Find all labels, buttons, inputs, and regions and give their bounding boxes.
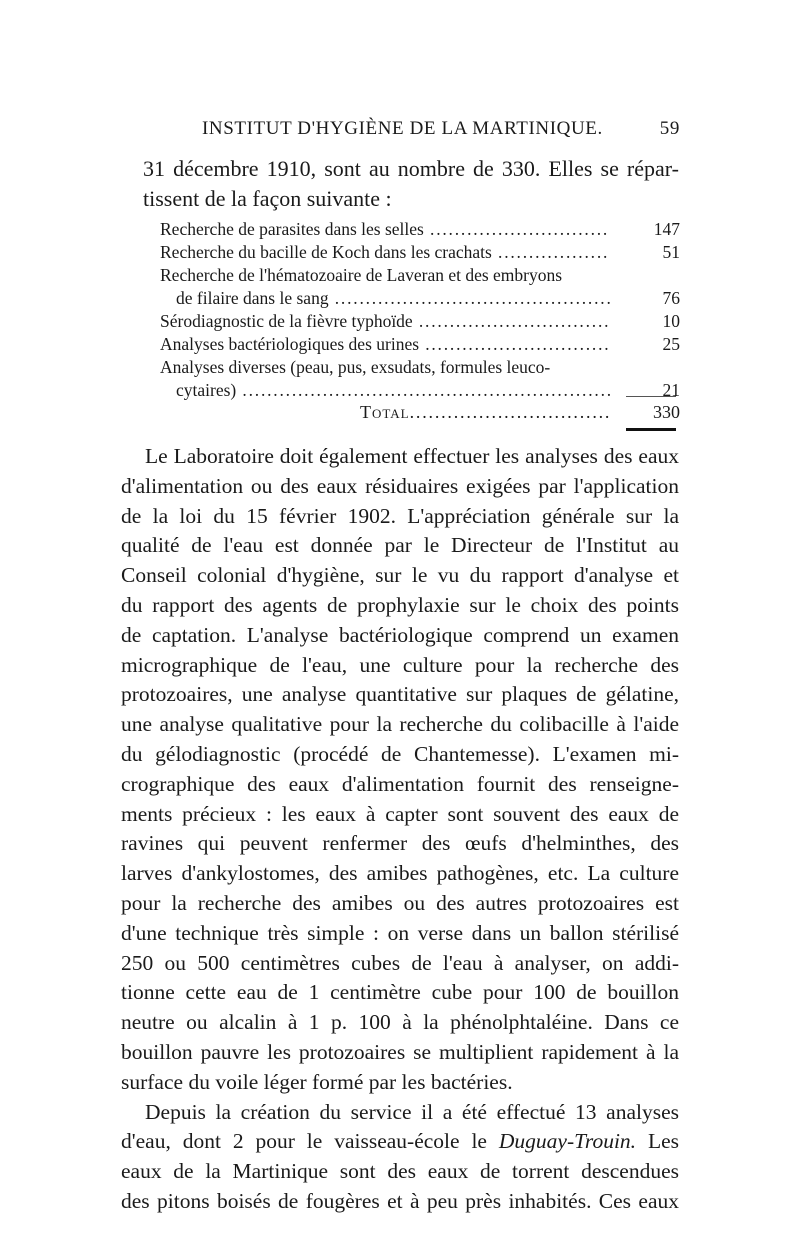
- text-line: tionne cette eau de 1 centimètre cube pour 100 de bouillon: [121, 980, 679, 1005]
- text-line: d'une technique très simple : on verse dans un ballon stérilisé: [121, 920, 679, 945]
- table-row: [160, 310, 680, 333]
- row-label: Analyses diverses (peau, pus, exsudats, formules leuco-: [160, 357, 551, 377]
- table-row: [160, 287, 680, 310]
- running-head: [160, 118, 680, 148]
- table-row: [160, 333, 680, 356]
- text-fragment: Les: [636, 1129, 679, 1154]
- page-number: 59: [659, 118, 680, 139]
- row-label: Sérodiagnostic de la fièvre typhoïde .....: [160, 310, 610, 333]
- text-line: du gélodiagnostic (procédé de Chantemesse). L'examen mi-: [121, 741, 679, 766]
- total-label: Total .....: [360, 400, 610, 424]
- text-line: crographique des eaux d'alimentation fournit des renseigne-: [121, 771, 679, 796]
- text-fragment: d'eau, dont 2 pour le vaisseau-école le: [121, 1129, 499, 1154]
- text-line: d'alimentation ou des eaux résiduaires exigées par l'application: [121, 473, 679, 498]
- row-value: 51: [620, 241, 680, 264]
- text-line: [121, 1127, 679, 1157]
- text-line: bouillon pauvre les protozoaires se multiplient rapidement à la: [121, 1039, 679, 1064]
- text-line: qualité de l'eau est donnée par le Directeur de l'Institut au: [121, 533, 679, 558]
- text-line: neutre ou alcalin à 1 p. 100 à la phénolphtaléine. Dans ce: [121, 1010, 679, 1035]
- text-line: surface du voile léger formé par les bactéries.: [121, 1069, 513, 1094]
- row-value: 147: [620, 218, 680, 241]
- row-label: Recherche de l'hématozoaire de Laveran et des embryons: [160, 265, 563, 285]
- total-value: 330: [653, 402, 680, 422]
- row-label: Recherche du bacille de Koch dans les crachats .....: [160, 241, 610, 264]
- text-line: larves d'ankylostomes, des amibes pathogènes, etc. La culture: [121, 861, 679, 886]
- text-line: une analyse qualitative pour la recherche du colibacille à l'aide: [121, 712, 679, 737]
- text-line: tissent de la façon suivante :: [143, 186, 392, 211]
- row-label: cytaires) .....: [176, 379, 610, 402]
- sum-rule: [626, 396, 676, 397]
- text-line: de captation. L'analyse bactériologique comprend un examen: [121, 622, 679, 647]
- text-line: Depuis la création du service il a été effectué 13 analyses: [145, 1099, 679, 1124]
- text-line: 250 ou 500 centimètres cubes de l'eau à analyser, on addi-: [121, 950, 679, 975]
- text-line: 31 décembre 1910, sont au nombre de 330. Elles se répar-: [143, 156, 679, 181]
- total-rule: [626, 428, 676, 431]
- row-label: Recherche de parasites dans les selles .....: [160, 218, 610, 241]
- row-label: de filaire dans le sang .....: [176, 287, 610, 310]
- table-total-row: [160, 400, 680, 424]
- intro-paragraph: [143, 154, 679, 214]
- table-row: [160, 218, 680, 241]
- text-line: ravines qui peuvent renfermer des œufs d'helminthes, des: [121, 831, 679, 856]
- row-value: 76: [620, 287, 680, 310]
- text-line: eaux de la Martinique sont des eaux de torrent descendues: [121, 1159, 679, 1184]
- body-paragraphs: [121, 442, 679, 1217]
- analyses-table: [160, 218, 680, 402]
- table-row: [160, 356, 680, 379]
- row-label: Analyses bactériologiques des urines .....: [160, 333, 610, 356]
- text-line: des pitons boisés de fougères et à peu près inhabités. Ces eaux: [121, 1188, 679, 1213]
- table-row: [160, 264, 680, 287]
- table-row: [160, 379, 680, 402]
- text-line: protozoaires, une analyse quantitative sur plaques de gélatine,: [121, 682, 679, 707]
- text-line: Conseil colonial d'hygiène, sur le vu du rapport d'analyse et: [121, 563, 679, 588]
- row-value: 21: [620, 379, 680, 402]
- row-value: 10: [620, 310, 680, 333]
- ship-name: Duguay-Trouin.: [498, 1129, 637, 1154]
- text-line: pour la recherche des amibes ou des autres protozoaires est: [121, 890, 679, 915]
- text-line: ments précieux : les eaux à capter sont souvent des eaux de: [121, 801, 679, 826]
- text-line: du rapport des agents de prophylaxie sur le choix des points: [121, 592, 679, 617]
- running-head-title: INSTITUT D'HYGIÈNE DE LA MARTINIQUE.: [202, 118, 603, 139]
- row-value: 25: [620, 333, 680, 356]
- text-line: micrographique de l'eau, une culture pour la recherche des: [121, 652, 679, 677]
- text-line: Le Laboratoire doit également effectuer les analyses des eaux: [145, 444, 679, 468]
- table-row: [160, 241, 680, 264]
- text-line: de la loi du 15 février 1902. L'appréciation générale sur la: [121, 503, 679, 528]
